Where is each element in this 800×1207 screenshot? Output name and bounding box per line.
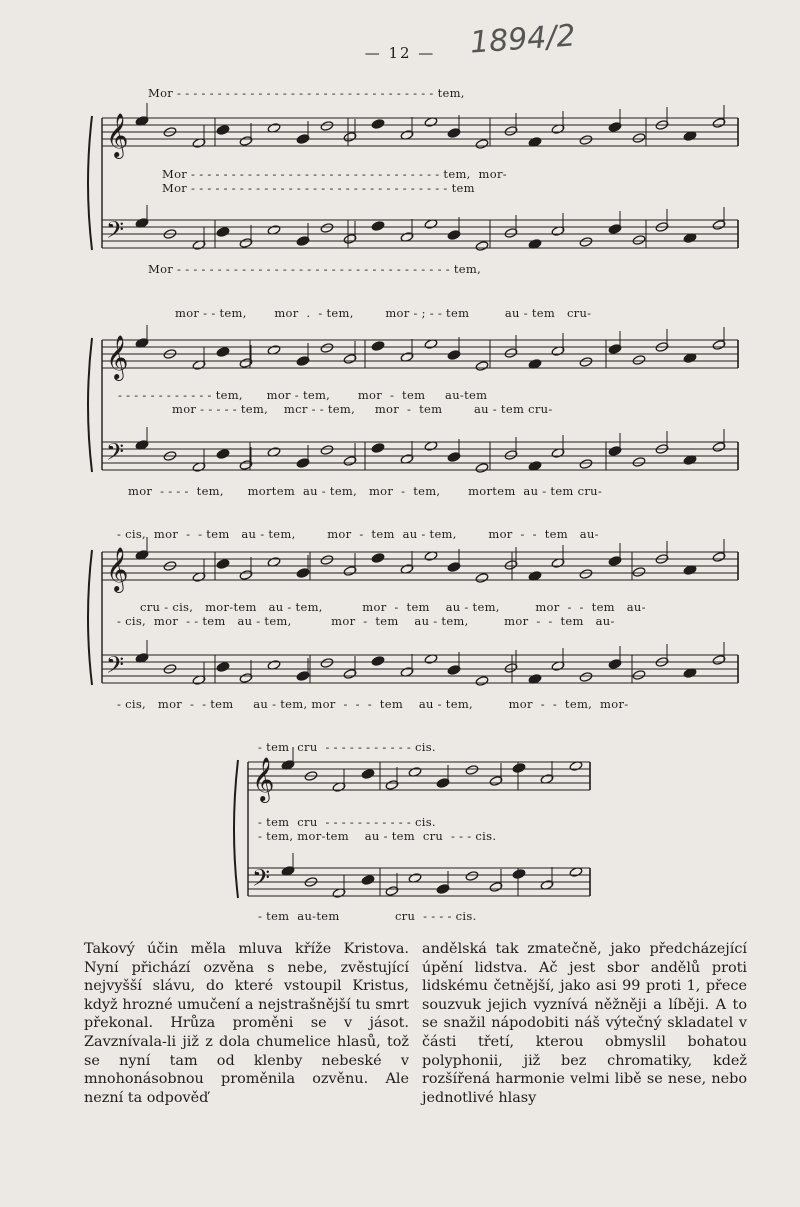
- bass-clef-icon: 𝄢: [106, 216, 125, 249]
- note-head: [465, 871, 479, 882]
- note-head: [579, 672, 593, 683]
- note-head: [216, 449, 230, 460]
- note-head: [475, 676, 489, 687]
- lyric-line: Mor - - - - - - - - - - - - - - - - - - - - - - - - - - - - - - - tem, mor-: [162, 167, 507, 181]
- note-head: [371, 119, 385, 130]
- note-head: [371, 443, 385, 454]
- note-head: [475, 361, 489, 372]
- note-head: [632, 235, 646, 246]
- note-head: [632, 133, 646, 144]
- lyric-line: cru - cis, mor-tem au - tem, mor - tem au - tem, mor - - tem au-: [140, 600, 646, 614]
- note-head: [475, 463, 489, 474]
- system-brace: [88, 338, 92, 472]
- note-head: [632, 670, 646, 681]
- lyric-line: - cis, mor - - tem au - tem, mor - - - tem au - tem, mor - - tem, mor-: [117, 697, 629, 711]
- treble-clef-icon: 𝄞: [106, 335, 129, 379]
- body-paragraph: Takový účin měla mluva kříže Kristova. Nyní přichází ozvěna s nebe, zvěstující nejvyšší slávu, do které vstoupil Kristus, když hrozné umučení a nejstrašnější tu smrt překonal. Hrůza proměni se v jásot. Zavznívala-li již z dola chumelice hlasů, tož se nyní tam od klenby nebeské v mnohonásobnou proměnila ozvěnu. Ale nezní ta odpověď: [84, 941, 409, 1106]
- note-head: [475, 139, 489, 150]
- lyric-line: - tem, mor-tem au - tem cru - - - cis.: [258, 829, 497, 843]
- note-head: [320, 658, 334, 669]
- body-paragraph: andělská tak zmatečně, jako předcházející úpění lidstva. Ač jest sbor andělů proti lidskému četnější, jako asi 99 proti 1, přece souzvuk jejich vyznívá něžněji a líběji. A to se snažil nápodobiti náš výtečný skladatel v části třetí, kterou obmyslil bohatou polyphonii, již bez chromatiky, kdež rozšířená harmonie velmi libě se nese, nebo jednotlivé hlasy: [422, 941, 747, 1106]
- note-head: [632, 567, 646, 578]
- note-head: [371, 221, 385, 232]
- system-brace: [88, 116, 92, 250]
- note-head: [579, 135, 593, 146]
- system-brace: [234, 760, 238, 898]
- system-brace: [88, 550, 92, 685]
- note-head: [512, 869, 526, 880]
- note-head: [216, 227, 230, 238]
- note-head: [579, 569, 593, 580]
- note-head: [361, 769, 375, 780]
- bass-clef-icon: 𝄢: [252, 864, 271, 897]
- lyric-line: Mor - - - - - - - - - - - - - - - - - - - - - - - - - - - - - - - - tem: [162, 181, 475, 195]
- note-head: [371, 656, 385, 667]
- note-head: [320, 555, 334, 566]
- note-head: [320, 121, 334, 132]
- note-head: [320, 223, 334, 234]
- handwritten-note: 1894/2: [468, 18, 577, 61]
- note-head: [465, 765, 479, 776]
- note-head: [475, 573, 489, 584]
- bass-clef-icon: 𝄢: [106, 438, 125, 471]
- note-head: [512, 763, 526, 774]
- note-head: [216, 347, 230, 358]
- note-head: [632, 457, 646, 468]
- note-head: [579, 459, 593, 470]
- lyric-line: - cis, mor - - tem au - tem, mor - tem au - tem, mor - - tem au-: [117, 614, 615, 628]
- lyric-line: - tem au-tem cru - - - - cis.: [258, 909, 477, 923]
- note-head: [371, 341, 385, 352]
- treble-clef-icon: 𝄞: [252, 757, 275, 801]
- lyric-line: - cis, mor - - tem au - tem, mor - tem au - tem, mor - - tem au-: [117, 527, 599, 541]
- lyric-line: - tem cru - - - - - - - - - - - cis.: [258, 740, 436, 754]
- note-head: [632, 355, 646, 366]
- note-head: [361, 875, 375, 886]
- page-number: — 12 —: [364, 44, 436, 62]
- note-head: [216, 559, 230, 570]
- text-column-right: [422, 940, 747, 1107]
- treble-clef-icon: 𝄞: [106, 113, 129, 157]
- note-head: [216, 125, 230, 136]
- note-head: [320, 445, 334, 456]
- lyric-line: mor - - - - - tem, mcr - - tem, mor - tem au - tem cru-: [172, 402, 553, 416]
- note-head: [216, 662, 230, 673]
- bass-clef-icon: 𝄢: [106, 651, 125, 684]
- text-column-left: [84, 940, 409, 1107]
- lyric-line: - - - - - - - - - - - - tem, mor - tem, mor - tem au-tem: [118, 388, 488, 402]
- treble-clef-icon: 𝄞: [106, 547, 129, 591]
- lyric-line: mor - - tem, mor . - tem, mor - ; - - tem au - tem cru-: [175, 306, 592, 320]
- lyric-line: mor - - - - tem, mortem au - tem, mor - tem, mortem au - tem cru-: [128, 484, 603, 498]
- note-head: [320, 343, 334, 354]
- note-head: [579, 357, 593, 368]
- note-head: [371, 553, 385, 564]
- note-head: [475, 241, 489, 252]
- note-head: [579, 237, 593, 248]
- lyric-line: Mor - - - - - - - - - - - - - - - - - - - - - - - - - - - - - - - - - - tem,: [148, 262, 482, 276]
- lyric-line: - tem cru - - - - - - - - - - - cis.: [258, 815, 436, 829]
- lyric-line: Mor - - - - - - - - - - - - - - - - - - - - - - - - - - - - - - - - tem,: [148, 86, 465, 100]
